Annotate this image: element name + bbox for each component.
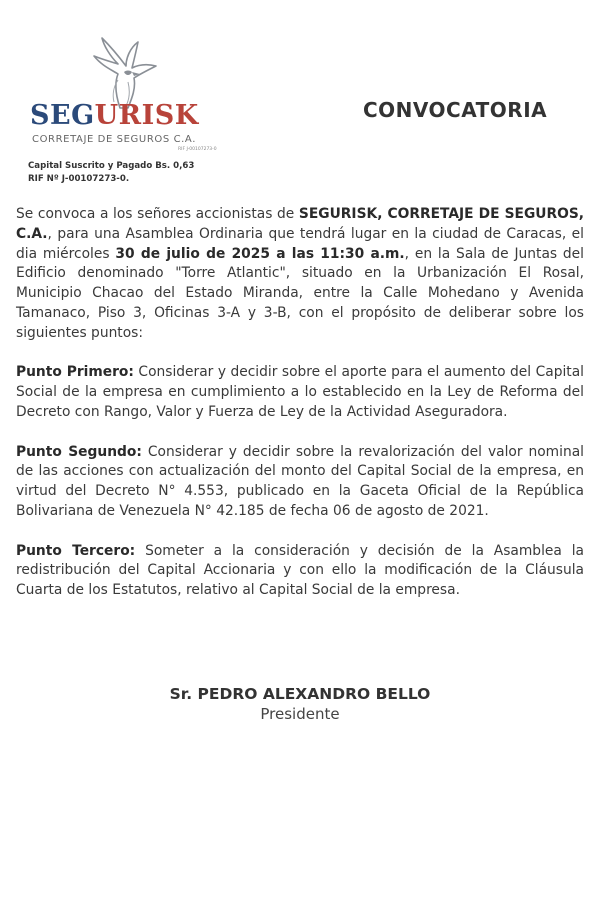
brand-name	[30, 102, 199, 129]
point-paragraph-2	[16, 443, 584, 522]
logo-registration: RIF J-00107273-0	[178, 147, 217, 152]
point-text: Considerar y decidir sobre la revalorización del valor nominal de las acciones con actualización del monto del Capital Social de la empresa, en virtud del Decreto N° 4.553, publicado en la Gaceta Oficial de la República Bolivariana de Venezuela N° 42.185 de fecha 06 de agosto de 2021.	[16, 443, 584, 519]
signatory-name: Sr. PEDRO ALEXANDRO BELLO	[169, 685, 431, 703]
signature-block	[0, 684, 600, 724]
rif-line: RIF Nº J-00107273-0.	[28, 174, 130, 184]
intro-text-2: , para una Asamblea Ordinaria que tendrá lugar en la ciudad de Caracas, el dia miércoles	[16, 225, 584, 262]
signatory-role: Presidente	[260, 705, 340, 723]
brand-tagline: CORRETAJE DE SEGUROS C.A.	[32, 134, 196, 145]
intro-company: SEGURISK, CORRETAJE DE SEGUROS, C.A.	[16, 206, 585, 242]
point-paragraph-1	[16, 363, 584, 422]
intro-paragraph	[16, 205, 584, 344]
point-paragraph-3	[16, 542, 584, 601]
intro-text-3: , en la Sala de Juntas del Edificio denominado "Torre Atlantic", situado en la Urbanización El Rosal, Municipio Chacao del Estado Miranda, entre la Calle Mohedano y Avenida Tamanaco, Piso 3, Oficinas 3-A y 3-B, con el propósito de deliberar sobre los siguientes puntos:	[16, 245, 585, 341]
point-label: Punto Tercero:	[16, 542, 136, 559]
company-details	[28, 160, 194, 186]
brand-primary: SEG	[30, 100, 95, 131]
document-header	[28, 36, 588, 196]
intro-text-1: Se convoca a los señores accionistas de	[16, 206, 299, 222]
company-logo	[28, 36, 218, 186]
intro-date: 30 de julio de 2025 a las 11:30 a.m.	[115, 245, 405, 262]
point-text: Considerar y decidir sobre el aporte para el aumento del Capital Social de la empresa en cumplimiento a lo establecido en la Ley de Reforma del Decreto con Rango, Valor y Fuerza de Ley de la Actividad Aseguradora.	[16, 364, 585, 420]
capital-line: Capital Suscrito y Pagado Bs. 0,63	[28, 161, 195, 171]
brand-accent: URISK	[94, 100, 199, 131]
point-text: Someter a la consideración y decisión de la Asamblea la redistribución del Capital Accionaria y con ello la modificación de la Cláusula Cuarta de los Estatutos, relativo al Capital Social de la empresa.	[16, 542, 584, 599]
point-label: Punto Segundo:	[16, 443, 142, 460]
document-title: CONVOCATORIA	[363, 98, 548, 122]
document-body	[16, 205, 584, 621]
point-label: Punto Primero:	[16, 364, 134, 381]
